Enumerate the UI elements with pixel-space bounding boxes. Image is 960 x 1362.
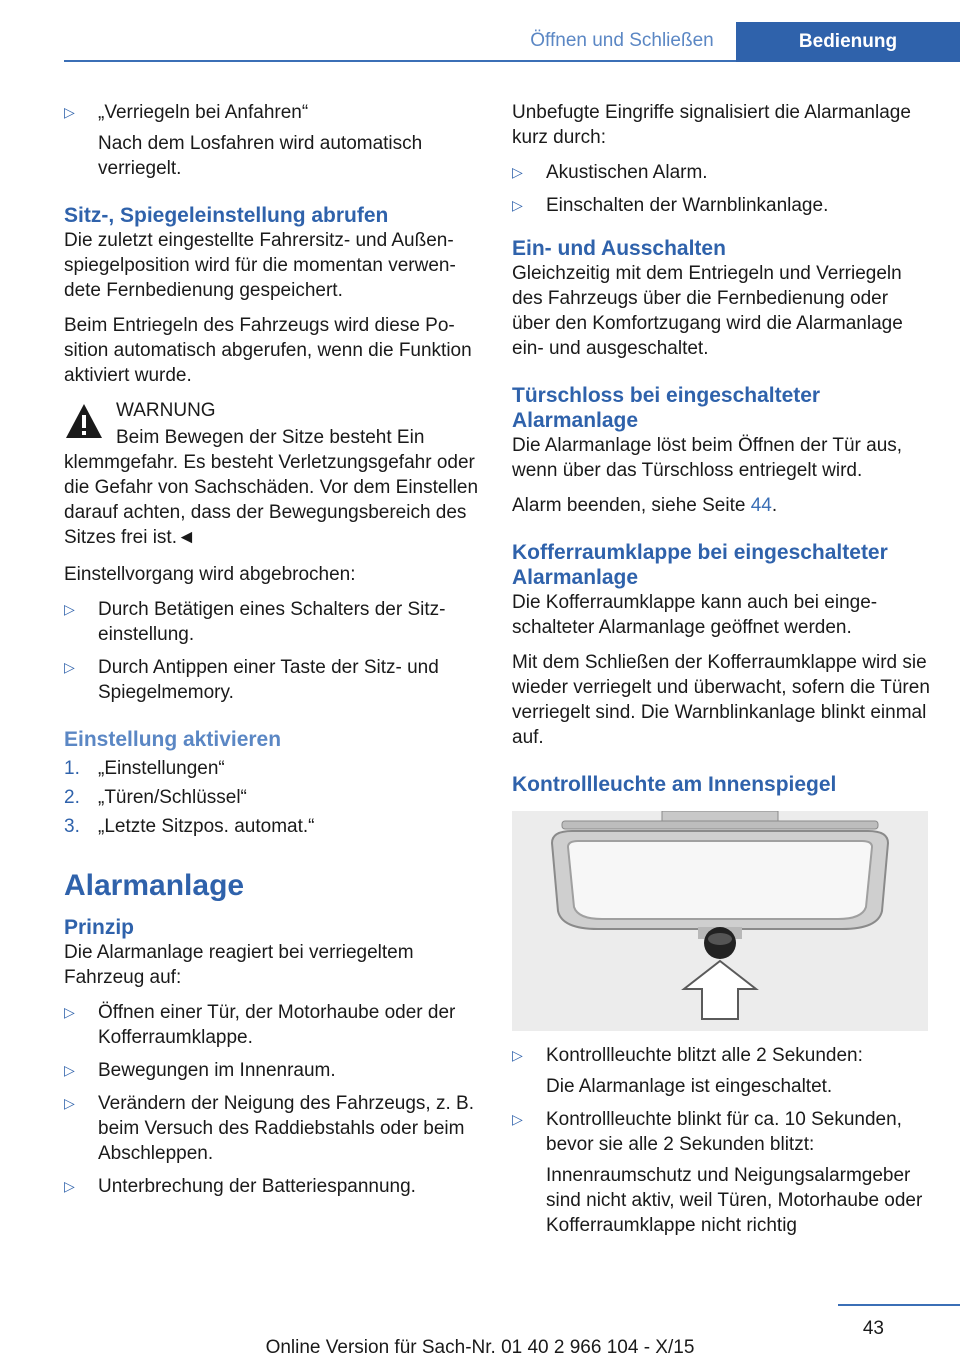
- list-item: [64, 100, 482, 181]
- paragraph-text: .: [771, 495, 778, 516]
- heading-tuerschloss: Türschloss bei eingeschalteter Alarmanlage: [512, 384, 821, 432]
- steps-list: [64, 756, 482, 839]
- abbruch-list: [64, 597, 482, 705]
- list-item: [64, 785, 482, 810]
- unbefugt-list: [512, 160, 930, 218]
- paragraph: Mit dem Schließen der Kofferraumklappe wird sie wieder verriegelt und überwacht, sofern die Türen verriegelt sind. Die Warnblinkanlage blinkt einmal auf.: [512, 652, 930, 748]
- list-item: [64, 597, 482, 647]
- list-item-subtext: Innenraumschutz und Neigungsalarmgeber sind nicht aktiv, weil Türen, Motorhaube oder Kofferraumklappe nicht richtig: [546, 1165, 923, 1236]
- step-text: „Türen/Schlüssel“: [98, 787, 247, 808]
- kontroll-list: [512, 1043, 930, 1238]
- paragraph: Die Alarmanlage reagiert bei verriegeltem Fahrzeug auf:: [64, 942, 414, 988]
- triangle-bullet-icon: ▷: [64, 104, 75, 120]
- warning-text: klemmgefahr. Es besteht Verletzungsgefahr oder die Gefahr von Sachschäden. Vor dem Einstellen darauf achten, dass der Bewegungsbereich des Sitzes frei ist.◄: [64, 452, 479, 548]
- list-item-text: Einschalten der Warnblinkanlage.: [546, 195, 829, 216]
- list-item: [512, 160, 930, 185]
- page-link-44[interactable]: 44: [750, 495, 772, 516]
- triangle-bullet-icon: ▷: [512, 164, 523, 180]
- list-item: [512, 193, 930, 218]
- triangle-bullet-icon: ▷: [512, 197, 523, 213]
- heading-sitz-spiegel: Sitz-, Spiegeleinstellung abrufen: [64, 204, 389, 227]
- heading-einstellung: Einstellung aktivieren: [64, 728, 282, 751]
- warning-title: WARNUNG: [116, 400, 216, 421]
- triangle-bullet-icon: ▷: [64, 1095, 75, 1111]
- list-item: [64, 1058, 482, 1083]
- list-item: [64, 1000, 482, 1050]
- heading-prinzip: Prinzip: [64, 916, 135, 939]
- warning-triangle-icon: [64, 402, 104, 440]
- triangle-bullet-icon: ▷: [512, 1111, 523, 1127]
- list-item: [64, 1091, 482, 1166]
- step-number: 2.: [64, 787, 80, 808]
- paragraph: Gleichzeitig mit dem Entriegeln und Verriegeln des Fahrzeugs über die Fernbedienung oder über den Komfortzugang wird die Alarmanlage ein- und ausgeschaltet.: [512, 263, 903, 359]
- paragraph: Die zuletzt eingestellte Fahrersitz- und Außenspiegelposition wird für die momentan verwendete Fernbedienung gespeichert.: [64, 230, 456, 301]
- paragraph-text: Alarm beenden, siehe Seite: [512, 495, 751, 516]
- triangle-bullet-icon: ▷: [64, 659, 75, 675]
- right-column: [512, 100, 930, 1248]
- mirror-illustration: [512, 811, 928, 1031]
- triangle-bullet-icon: ▷: [64, 1178, 75, 1194]
- list-item: [64, 814, 482, 839]
- list-item-text: Öffnen einer Tür, der Motorhaube oder der Kofferraumklappe.: [98, 1002, 456, 1048]
- left-column: [64, 100, 482, 1209]
- paragraph: Die Kofferraumklappe kann auch bei eingeschalteter Alarmanlage geöffnet werden.: [512, 592, 878, 638]
- page-number: 43: [862, 1318, 884, 1339]
- online-version-note: Online Version für Sach-Nr. 01 40 2 966 104 - X/15: [265, 1337, 695, 1358]
- header-tab-bedienung: Bedienung: [736, 22, 960, 62]
- triangle-bullet-icon: ▷: [512, 1047, 523, 1063]
- list-item-text: Kontrollleuchte blinkt für ca. 10 Sekunden, bevor sie alle 2 Sekunden blitzt:: [546, 1109, 902, 1155]
- step-text: „Letzte Sitzpos. automat.“: [98, 816, 315, 837]
- list-item-text: Akustischen Alarm.: [546, 162, 708, 183]
- list-item-text: Kontrollleuchte blitzt alle 2 Sekunden:: [546, 1045, 863, 1066]
- prinzip-list: [64, 1000, 482, 1199]
- list-item-text: Durch Betätigen eines Schalters der Sitzeinstellung.: [98, 599, 446, 645]
- footer-line: [838, 1304, 960, 1306]
- list-item: [64, 756, 482, 781]
- triangle-bullet-icon: ▷: [64, 1062, 75, 1078]
- list-item-text: „Verriegeln bei Anfahren“: [98, 102, 309, 123]
- list-item-text: Durch Antippen einer Taste der Sitz- und Spiegelmemory.: [98, 657, 439, 703]
- paragraph: [512, 493, 930, 518]
- list-item-text: Verändern der Neigung des Fahrzeugs, z. B. beim Versuch des Raddiebstahls oder beim Abschleppen.: [98, 1093, 475, 1164]
- list-item-text: Unterbrechung der Batteriespannung.: [98, 1176, 416, 1197]
- verriegeln-list: [64, 100, 482, 181]
- paragraph: Beim Entriegeln des Fahrzeugs wird diese Position automatisch abgerufen, wenn die Funktion aktiviert wurde.: [64, 315, 472, 386]
- heading-kontrollleuchte: Kontrollleuchte am Innenspiegel: [512, 773, 837, 796]
- step-text: „Einstellungen“: [98, 758, 225, 779]
- warning-line: Beim Bewegen der Sitze besteht Ein: [116, 427, 425, 448]
- list-item: [64, 655, 482, 705]
- paragraph: Die Alarmanlage löst beim Öffnen der Tür aus, wenn über das Türschloss entriegelt wird.: [512, 435, 903, 481]
- list-item-text: Bewegungen im Innenraum.: [98, 1060, 336, 1081]
- list-item-subtext: Die Alarmanlage ist eingeschaltet.: [546, 1076, 833, 1097]
- step-number: 1.: [64, 758, 80, 779]
- paragraph: Unbefugte Eingriffe signalisiert die Alarmanlage kurz durch:: [512, 102, 911, 148]
- heading-kofferraumklappe: Kofferraumklappe bei eingeschalteter Alarmanlage: [512, 541, 888, 589]
- list-item: [64, 1174, 482, 1199]
- step-number: 3.: [64, 816, 80, 837]
- paragraph: Einstellvorgang wird abgebrochen:: [64, 564, 356, 585]
- triangle-bullet-icon: ▷: [64, 601, 75, 617]
- heading-alarmanlage: Alarmanlage: [64, 869, 245, 902]
- list-item: [512, 1043, 930, 1099]
- list-item-subtext: Nach dem Losfahren wird automatisch verriegelt.: [98, 133, 423, 179]
- heading-ein-ausschalten: Ein- und Ausschalten: [512, 237, 726, 260]
- header-section-title: Öffnen und Schließen: [530, 30, 714, 51]
- triangle-bullet-icon: ▷: [64, 1004, 75, 1020]
- list-item: [512, 1107, 930, 1238]
- warning-box: [64, 398, 482, 550]
